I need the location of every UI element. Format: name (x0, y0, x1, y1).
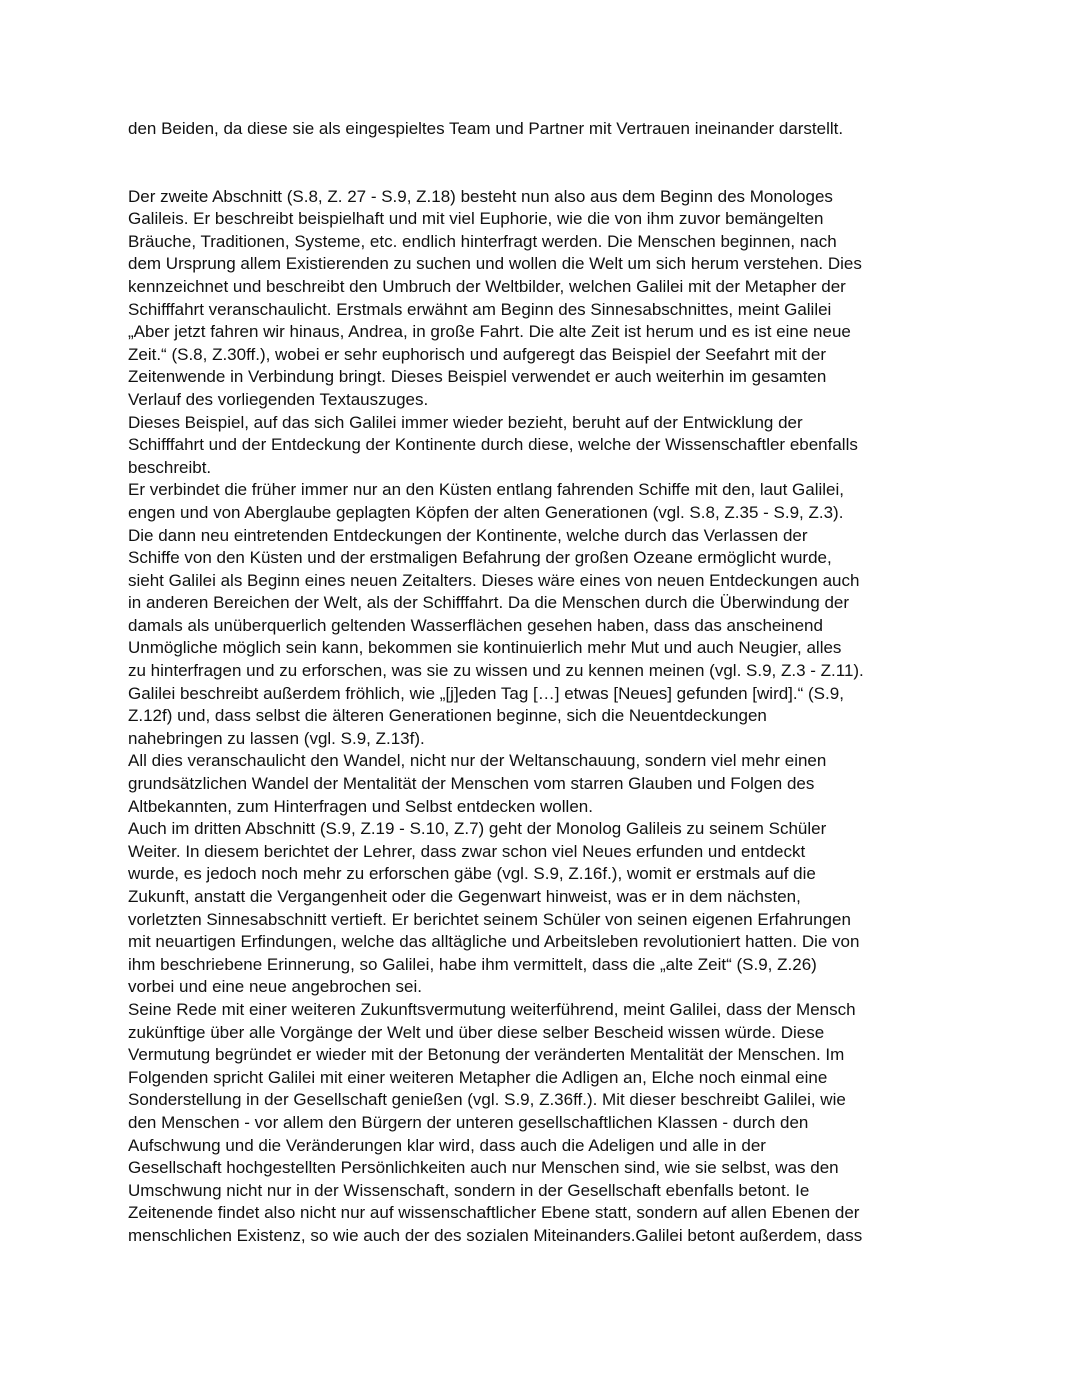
text-line: Zeit.“ (S.8, Z.30ff.), wobei er sehr euphorisch und aufgeregt das Beispiel der Seefahrt mit der (128, 344, 826, 364)
text-line: Z.12f) und, dass selbst die älteren Generationen beginne, sich die Neuentdeckungen (128, 706, 767, 726)
text-line: Er verbindet die früher immer nur an den Küsten entlang fahrenden Schiffe mit den, laut Galilei, (128, 480, 844, 500)
text-line: Aufschwung und die Veränderungen klar wird, dass auch die Adeligen und alle in der (128, 1135, 766, 1155)
text-line: zu hinterfragen und zu erforschen, was sie zu wissen und zu kennen meinen (vgl. S.9, Z.3 - Z.11). (128, 661, 864, 681)
text-line: Die dann neu eintretenden Entdeckungen der Kontinente, welche durch das Verlassen der (128, 525, 808, 545)
text-line: Weiter. In diesem berichtet der Lehrer, dass zwar schon viel Neues erfunden und entdeckt (128, 841, 806, 861)
paragraph-continuation (128, 118, 958, 141)
text-line: zukünftige über alle Vorgänge der Welt und über diese selber Bescheid wissen würde. Diese (128, 1022, 825, 1042)
text-line: menschlichen Existenz, so wie auch der des sozialen Miteinanders.Galilei betont außerdem, dass (128, 1225, 863, 1245)
text-line: in anderen Bereichen der Welt, als der Schifffahrt. Da die Menschen durch die Überwindung der (128, 593, 850, 613)
text-line: grundsätzlichen Wandel der Mentalität der Menschen vom starren Glauben und Folgen des (128, 774, 815, 794)
text-line: Gesellschaft hochgestellten Persönlichkeiten auch nur Menschen sind, wie sie selbst, was den (128, 1158, 839, 1178)
text-line: All dies veranschaulicht den Wandel, nicht nur der Weltanschauung, sondern viel mehr einen (128, 751, 827, 771)
text-line: Galilei beschreibt außerdem fröhlich, wie „[j]eden Tag […] etwas [Neues] gefunden [wird].“ (S.9, (128, 683, 844, 703)
text-line: Unmögliche möglich sein kann, bekommen sie kontinuierlich mehr Mut und auch Neugier, alles (128, 638, 842, 658)
text-line: den Beiden, da diese sie als eingespieltes Team und Partner mit Vertrauen ineinander darstellt. (128, 119, 844, 138)
text-line: damals als unüberquerlich geltenden Wasserflächen gesehen haben, dass das anscheinend (128, 615, 823, 635)
text-line: Dieses Beispiel, auf das sich Galilei immer wieder bezieht, beruht auf der Entwicklung der (128, 412, 803, 432)
text-line: nahebringen zu lassen (vgl. S.9, Z.13f). (128, 728, 425, 748)
text-line: Schifffahrt und der Entdeckung der Kontinente durch diese, welche der Wissenschaftler ebenfalls (128, 435, 858, 455)
text-line: Vermutung begründet er wieder mit der Betonung der veränderten Mentalität der Menschen. Im (128, 1045, 845, 1065)
text-line: Schiffe von den Küsten und der erstmaligen Befahrung der großen Ozeane ermöglicht wurde, (128, 548, 832, 568)
text-line: Schifffahrt veranschaulicht. Erstmals erwähnt am Beginn des Sinnesabschnittes, meint Galilei (128, 299, 832, 319)
text-line: beschreibt. (128, 457, 212, 477)
text-line: Der zweite Abschnitt (S.8, Z. 27 - S.9, Z.18) besteht nun also aus dem Beginn des Monologes (128, 186, 833, 206)
text-line: kennzeichnet und beschreibt den Umbruch der Weltbilder, welchen Galilei mit der Metapher der (128, 276, 846, 296)
text-line: wurde, es jedoch noch mehr zu erforschen gäbe (vgl. S.9, Z.16f.), womit er erstmals auf die (128, 864, 816, 884)
text-line: Altbekannten, zum Hinterfragen und Selbst entdecken wollen. (128, 796, 593, 816)
text-line: vorbei und eine neue angebrochen sei. (128, 977, 422, 997)
text-line: Bräuche, Traditionen, Systeme, etc. endlich hinterfragt werden. Die Menschen beginnen, nach (128, 231, 837, 251)
text-line: Umschwung nicht nur in der Wissenschaft, sondern in der Gesellschaft ebenfalls betont. Ie (128, 1180, 810, 1200)
text-line: Folgenden spricht Galilei mit einer weiteren Metapher die Adligen an, Elche noch einmal eine (128, 1067, 828, 1087)
document-page (128, 118, 958, 1248)
paragraph-gap (128, 141, 958, 186)
text-line: mit neuartigen Erfindungen, welche das alltägliche und Arbeitsleben revolutioniert hatten. Die von (128, 932, 860, 952)
text-line: Zeitenwende in Verbindung bringt. Dieses Beispiel verwendet er auch weiterhin im gesamten (128, 367, 827, 387)
paragraph-body (128, 186, 958, 1248)
text-line: Zeitenende findet also nicht nur auf wissenschaftlicher Ebene statt, sondern auf allen Ebenen der (128, 1203, 860, 1223)
text-line: den Menschen - vor allem den Bürgern der unteren gesellschaftlichen Klassen - durch den (128, 1112, 809, 1132)
text-line: Seine Rede mit einer weiteren Zukunftsvermutung weiterführend, meint Galilei, dass der Mensch (128, 999, 856, 1019)
text-line: sieht Galilei als Beginn eines neuen Zeitalters. Dieses wäre eines von neuen Entdeckungen auch (128, 570, 860, 590)
text-line: dem Ursprung allem Existierenden zu suchen und wollen die Welt um sich herum verstehen. Dies (128, 254, 862, 274)
text-line: Galileis. Er beschreibt beispielhaft und mit viel Euphorie, wie die von ihm zuvor bemängelten (128, 209, 824, 229)
text-line: engen und von Aberglaube geplagten Köpfen der alten Generationen (vgl. S.8, Z.35 - S.9, Z.3). (128, 502, 844, 522)
text-line: Sonderstellung in der Gesellschaft genießen (vgl. S.9, Z.36ff.). Mit dieser beschreibt Galilei, wie (128, 1090, 846, 1110)
text-line: ihm beschriebene Erinnerung, so Galilei, habe ihm vermittelt, dass die „alte Zeit“ (S.9, Z.26) (128, 954, 817, 974)
text-line: Verlauf des vorliegenden Textauszuges. (128, 389, 429, 409)
text-line: Auch im dritten Abschnitt (S.9, Z.19 - S.10, Z.7) geht der Monolog Galileis zu seinem Schüler (128, 819, 827, 839)
text-line: vorletzten Sinnesabschnitt vertieft. Er berichtet seinem Schüler von seinen eigenen Erfahrungen (128, 909, 851, 929)
text-line: Zukunft, anstatt die Vergangenheit oder die Gegenwart hinweist, was er in dem nächsten, (128, 887, 801, 906)
text-line: „Aber jetzt fahren wir hinaus, Andrea, in große Fahrt. Die alte Zeit ist herum und es ist eine neue (128, 322, 851, 342)
